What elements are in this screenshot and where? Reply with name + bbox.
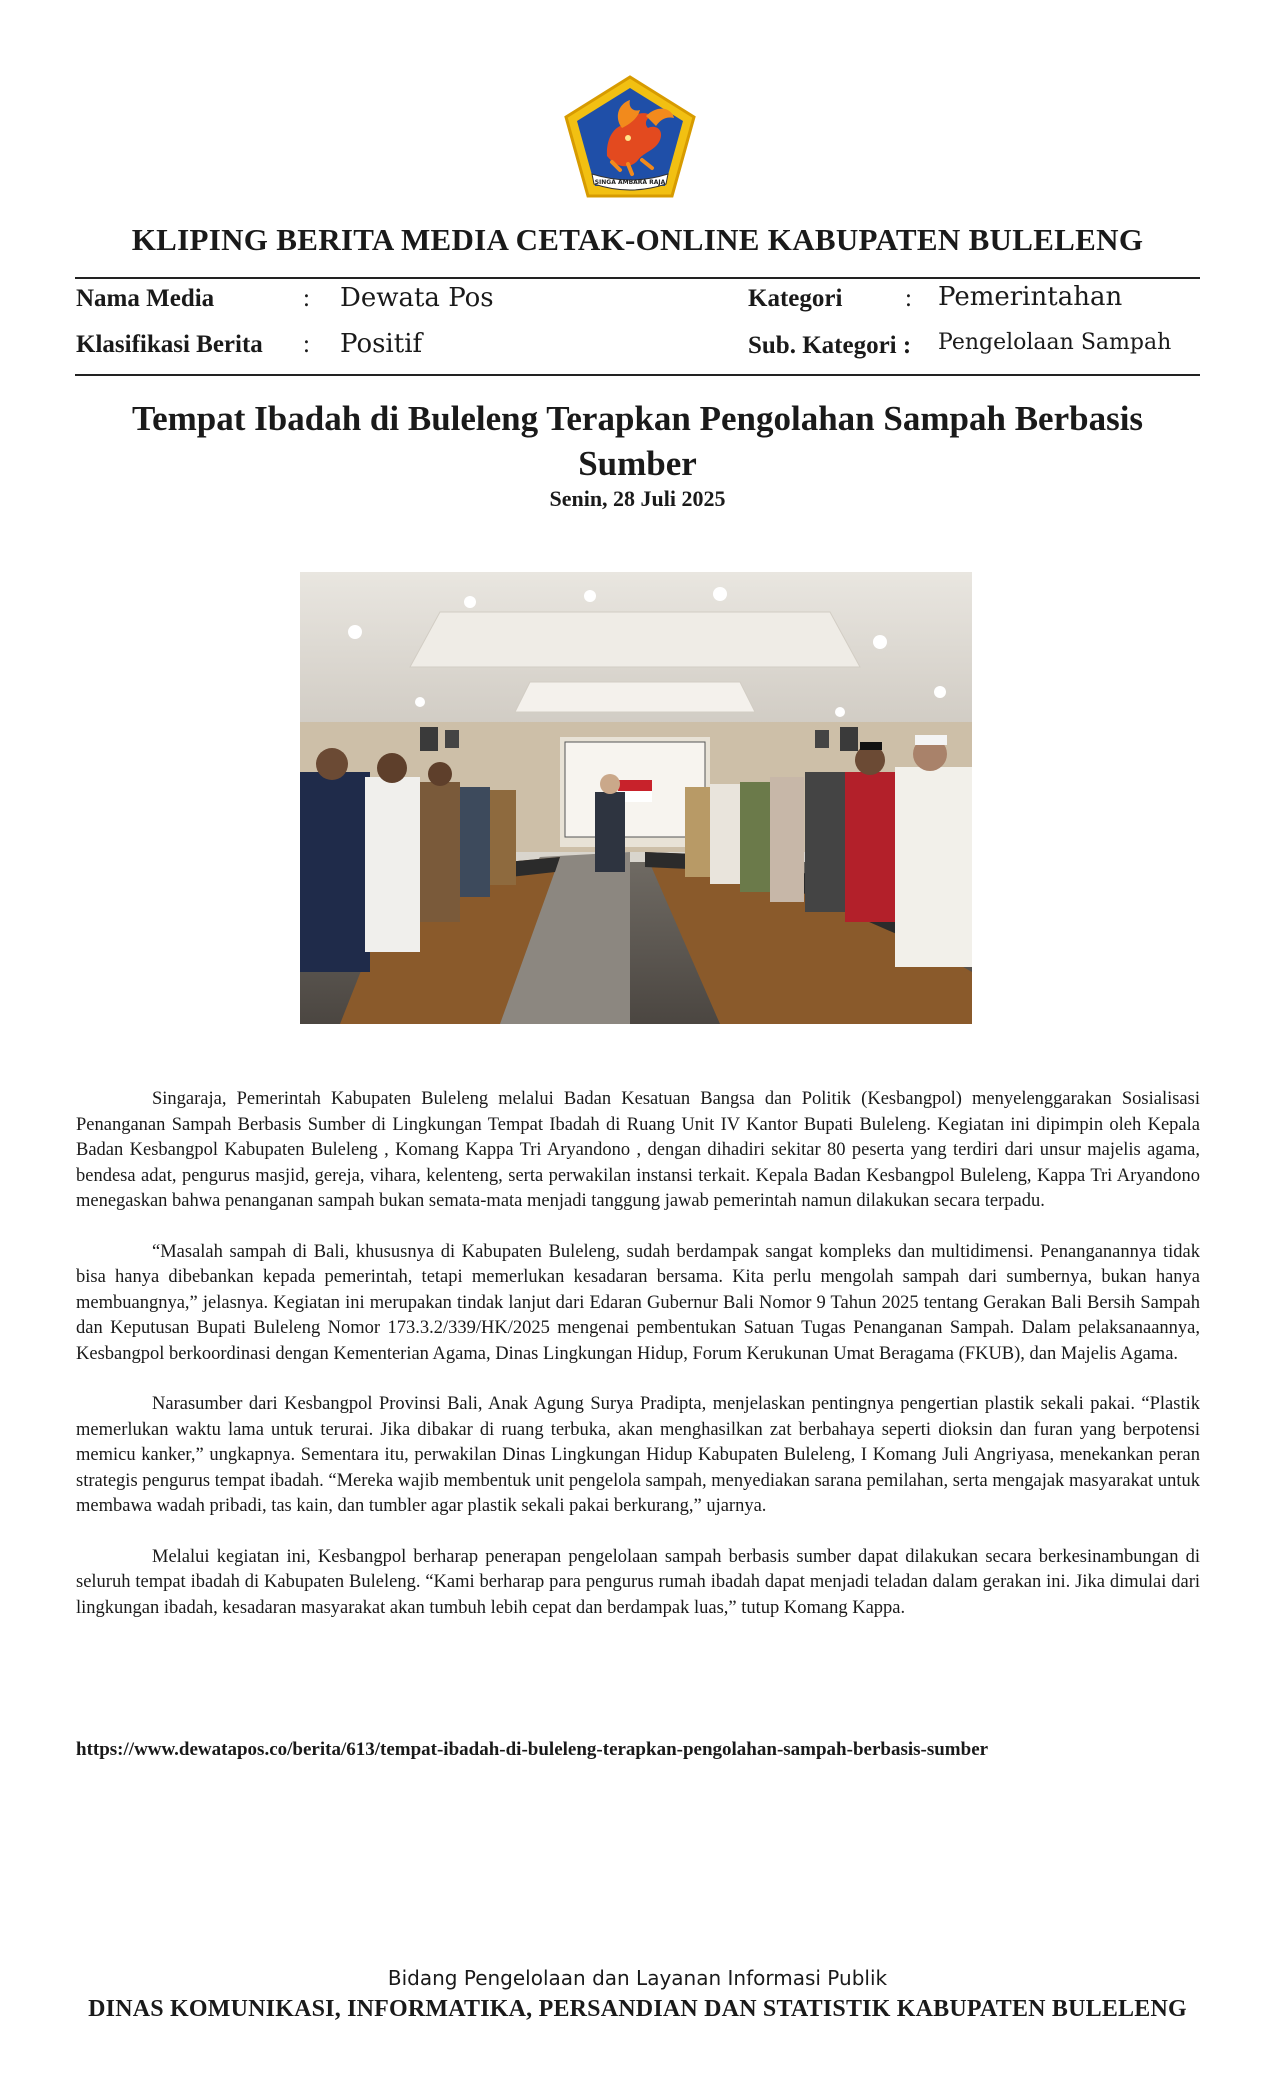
article-date: Senin, 28 Juli 2025: [549, 486, 726, 511]
kategori-label: Kategori: [748, 285, 843, 312]
header-top-rule: [75, 277, 1200, 279]
article-title: Tempat Ibadah di Buleleng Terapkan Pengolahan Sampah Berbasis Sumber: [131, 399, 1144, 483]
kategori-value: Pemerintahan: [938, 282, 1123, 312]
kategori-separator: :: [905, 285, 912, 312]
article-paragraph: “Masalah sampah di Bali, khususnya di Kabupaten Buleleng, sudah berdampak sangat kompleks dan multidimensi. Penanganannya tidak bisa hanya dibebankan kepada pemerintah, tetapi memerlukan kesadaran bersama. Kita perlu mengolah sampah dari sumbernya, bukan hanya membuangnya,” jelasnya. Kegiatan ini merupakan tindak lanjut dari Edaran Gubernur Bali Nomor 9 Tahun 2025 tentang Gerakan Bali Bersih Sampah dan Keputusan Bupati Buleleng Nomor 173.3.2/339/HK/2025 mengenai pembentukan Satuan Tugas Penanganan Sampah. Dalam pelaksanaannya, Kesbangpol berkoordinasi dengan Kementerian Agama, Dinas Lingkungan Hidup, Forum Kerukunan Umat Beragama (FKUB), dan Majelis Agama.: [76, 1241, 1200, 1364]
article-photo: [300, 572, 972, 1024]
header-bottom-rule: [75, 374, 1200, 376]
nama-media-value: Dewata Pos: [340, 283, 494, 313]
kabupaten-buleleng-crest-icon: [562, 74, 698, 200]
klasifikasi-berita-value: Positif: [340, 329, 423, 359]
article-paragraph: Melalui kegiatan ini, Kesbangpol berharap penerapan pengelolaan sampah berbasis sumber dapat dilakukan secara berkesinambungan di seluruh tempat ibadah di Kabupaten Buleleng. “Kami berharap para pengurus rumah ibadah dapat menjadi teladan dalam gerakan ini. Jika dimulai dari lingkungan ibadah, kesadaran masyarakat akan tumbuh lebih cepat dan berdampak luas,” tutup Komang Kappa.: [76, 1546, 1200, 1618]
page-header-title: KLIPING BERITA MEDIA CETAK-ONLINE KABUPATEN BULELENG: [131, 222, 1144, 257]
source-url[interactable]: https://www.dewatapos.co/berita/613/tempat-ibadah-di-buleleng-terapkan-pengolahan-sampah-berbasis-sumber: [76, 1739, 989, 1760]
sub-kategori-value: Pengelolaan Sampah: [938, 330, 1172, 355]
nama-media-separator: :: [303, 285, 310, 312]
article-paragraph: Singaraja, Pemerintah Kabupaten Buleleng melalui Badan Kesatuan Bangsa dan Politik (Kesbangpol) menyelenggarakan Sosialisasi Penanganan Sampah Berbasis Sumber di Lingkungan Tempat Ibadah di Ruang Unit IV Kantor Bupati Buleleng. Kegiatan ini dipimpin oleh Kepala Badan Kesbangpol Kabupaten Buleleng , Komang Kappa Tri Aryandono , dengan dihadiri sekitar 80 peserta yang terdiri dari unsur majelis agama, bendesa adat, pengurus masjid, gereja, vihara, kelenteng, serta perwakilan instansi terkait. Kepala Badan Kesbangpol Buleleng, Kappa Tri Aryandono menegaskan bahwa penanganan sampah bukan semata-mata menjadi tanggung jawab pemerintah namun dilakukan secara terpadu.: [76, 1089, 1200, 1211]
nama-media-label: Nama Media: [76, 285, 215, 312]
sub-kategori-label: Sub. Kategori :: [748, 332, 912, 359]
article-paragraph: Narasumber dari Kesbangpol Provinsi Bali, Anak Agung Surya Pradipta, menjelaskan pentingnya pengertian plastik sekali pakai. “Plastik memerlukan waktu lama untuk terurai. Jika dibakar di ruang terbuka, akan menghasilkan zat berbahaya seperti dioksin dan furan yang berpotensi memicu kanker,” ungkapnya. Sementara itu, perwakilan Dinas Lingkungan Hidup Kabupaten Buleleng, I Komang Juli Angriyasa, menekankan peran strategis pengurus tempat ibadah. “Mereka wajib membentuk unit pengelola sampah, menyediakan sarana pemilahan, serta mengajak masyarakat untuk membawa wadah pribadi, tas kain, dan tumbler agar plastik sekali pakai berkurang,” ujarnya.: [76, 1394, 1200, 1516]
footer-department: Bidang Pengelolaan dan Layanan Informasi Publik: [387, 1966, 888, 1990]
footer-agency: DINAS KOMUNIKASI, INFORMATIKA, PERSANDIAN DAN STATISTIK KABUPATEN BULELENG: [88, 1996, 1187, 2022]
klasifikasi-berita-separator: :: [303, 331, 310, 358]
article-body: [76, 1087, 1200, 1646]
logo-motto-text: SINGA AMBARA RAJA: [594, 179, 666, 186]
klasifikasi-berita-label: Klasifikasi Berita: [76, 331, 263, 358]
